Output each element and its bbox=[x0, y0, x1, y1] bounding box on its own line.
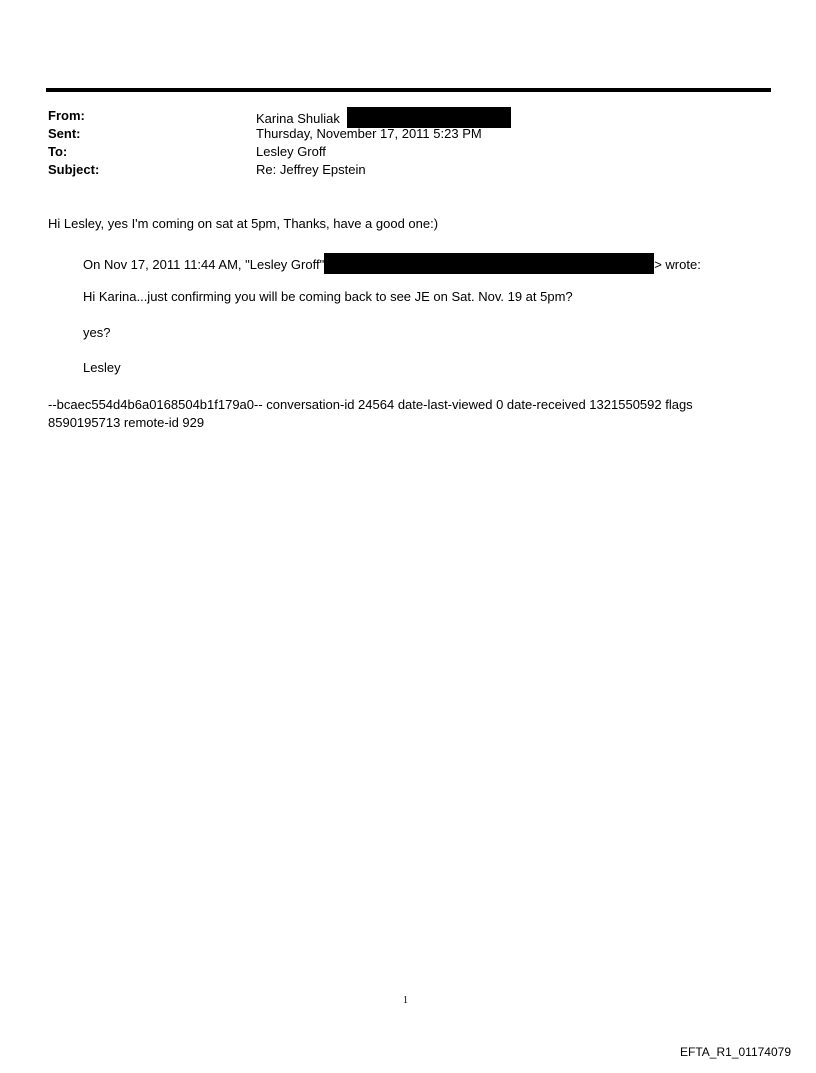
reply-text: Hi Lesley, yes I'm coming on sat at 5pm, Thanks, have a good one:) bbox=[48, 216, 439, 231]
bates-number: EFTA_R1_01174079 bbox=[680, 1045, 791, 1059]
page-number: 1 bbox=[403, 995, 408, 1006]
quoted-line-2: yes? bbox=[83, 325, 111, 340]
from-label: From: bbox=[48, 108, 85, 123]
quoted-email-redaction bbox=[324, 253, 654, 274]
quoted-signature: Lesley bbox=[83, 360, 121, 375]
quoted-intro-prefix: On Nov 17, 2011 11:44 AM, "Lesley Groff" bbox=[83, 257, 325, 272]
quoted-intro-suffix: > wrote: bbox=[654, 257, 701, 272]
message-trailer: --bcaec554d4b6a0168504b1f179a0-- conversation-id 24564 date-last-viewed 0 date-received 1321550592 flags 8590195713 remote-id 929 bbox=[48, 397, 693, 430]
quoted-line-1: Hi Karina...just confirming you will be coming back to see JE on Sat. Nov. 19 at 5pm? bbox=[83, 289, 573, 304]
to-label: To: bbox=[48, 144, 68, 159]
subject-label: Subject: bbox=[48, 162, 100, 177]
sent-label: Sent: bbox=[48, 126, 81, 141]
from-name: Karina Shuliak bbox=[256, 111, 340, 126]
quoted-intro bbox=[83, 253, 701, 274]
sent-value: Thursday, November 17, 2011 5:23 PM bbox=[256, 126, 482, 141]
header-rule bbox=[46, 88, 771, 92]
subject-value: Re: Jeffrey Epstein bbox=[256, 162, 366, 177]
to-value: Lesley Groff bbox=[256, 144, 326, 159]
